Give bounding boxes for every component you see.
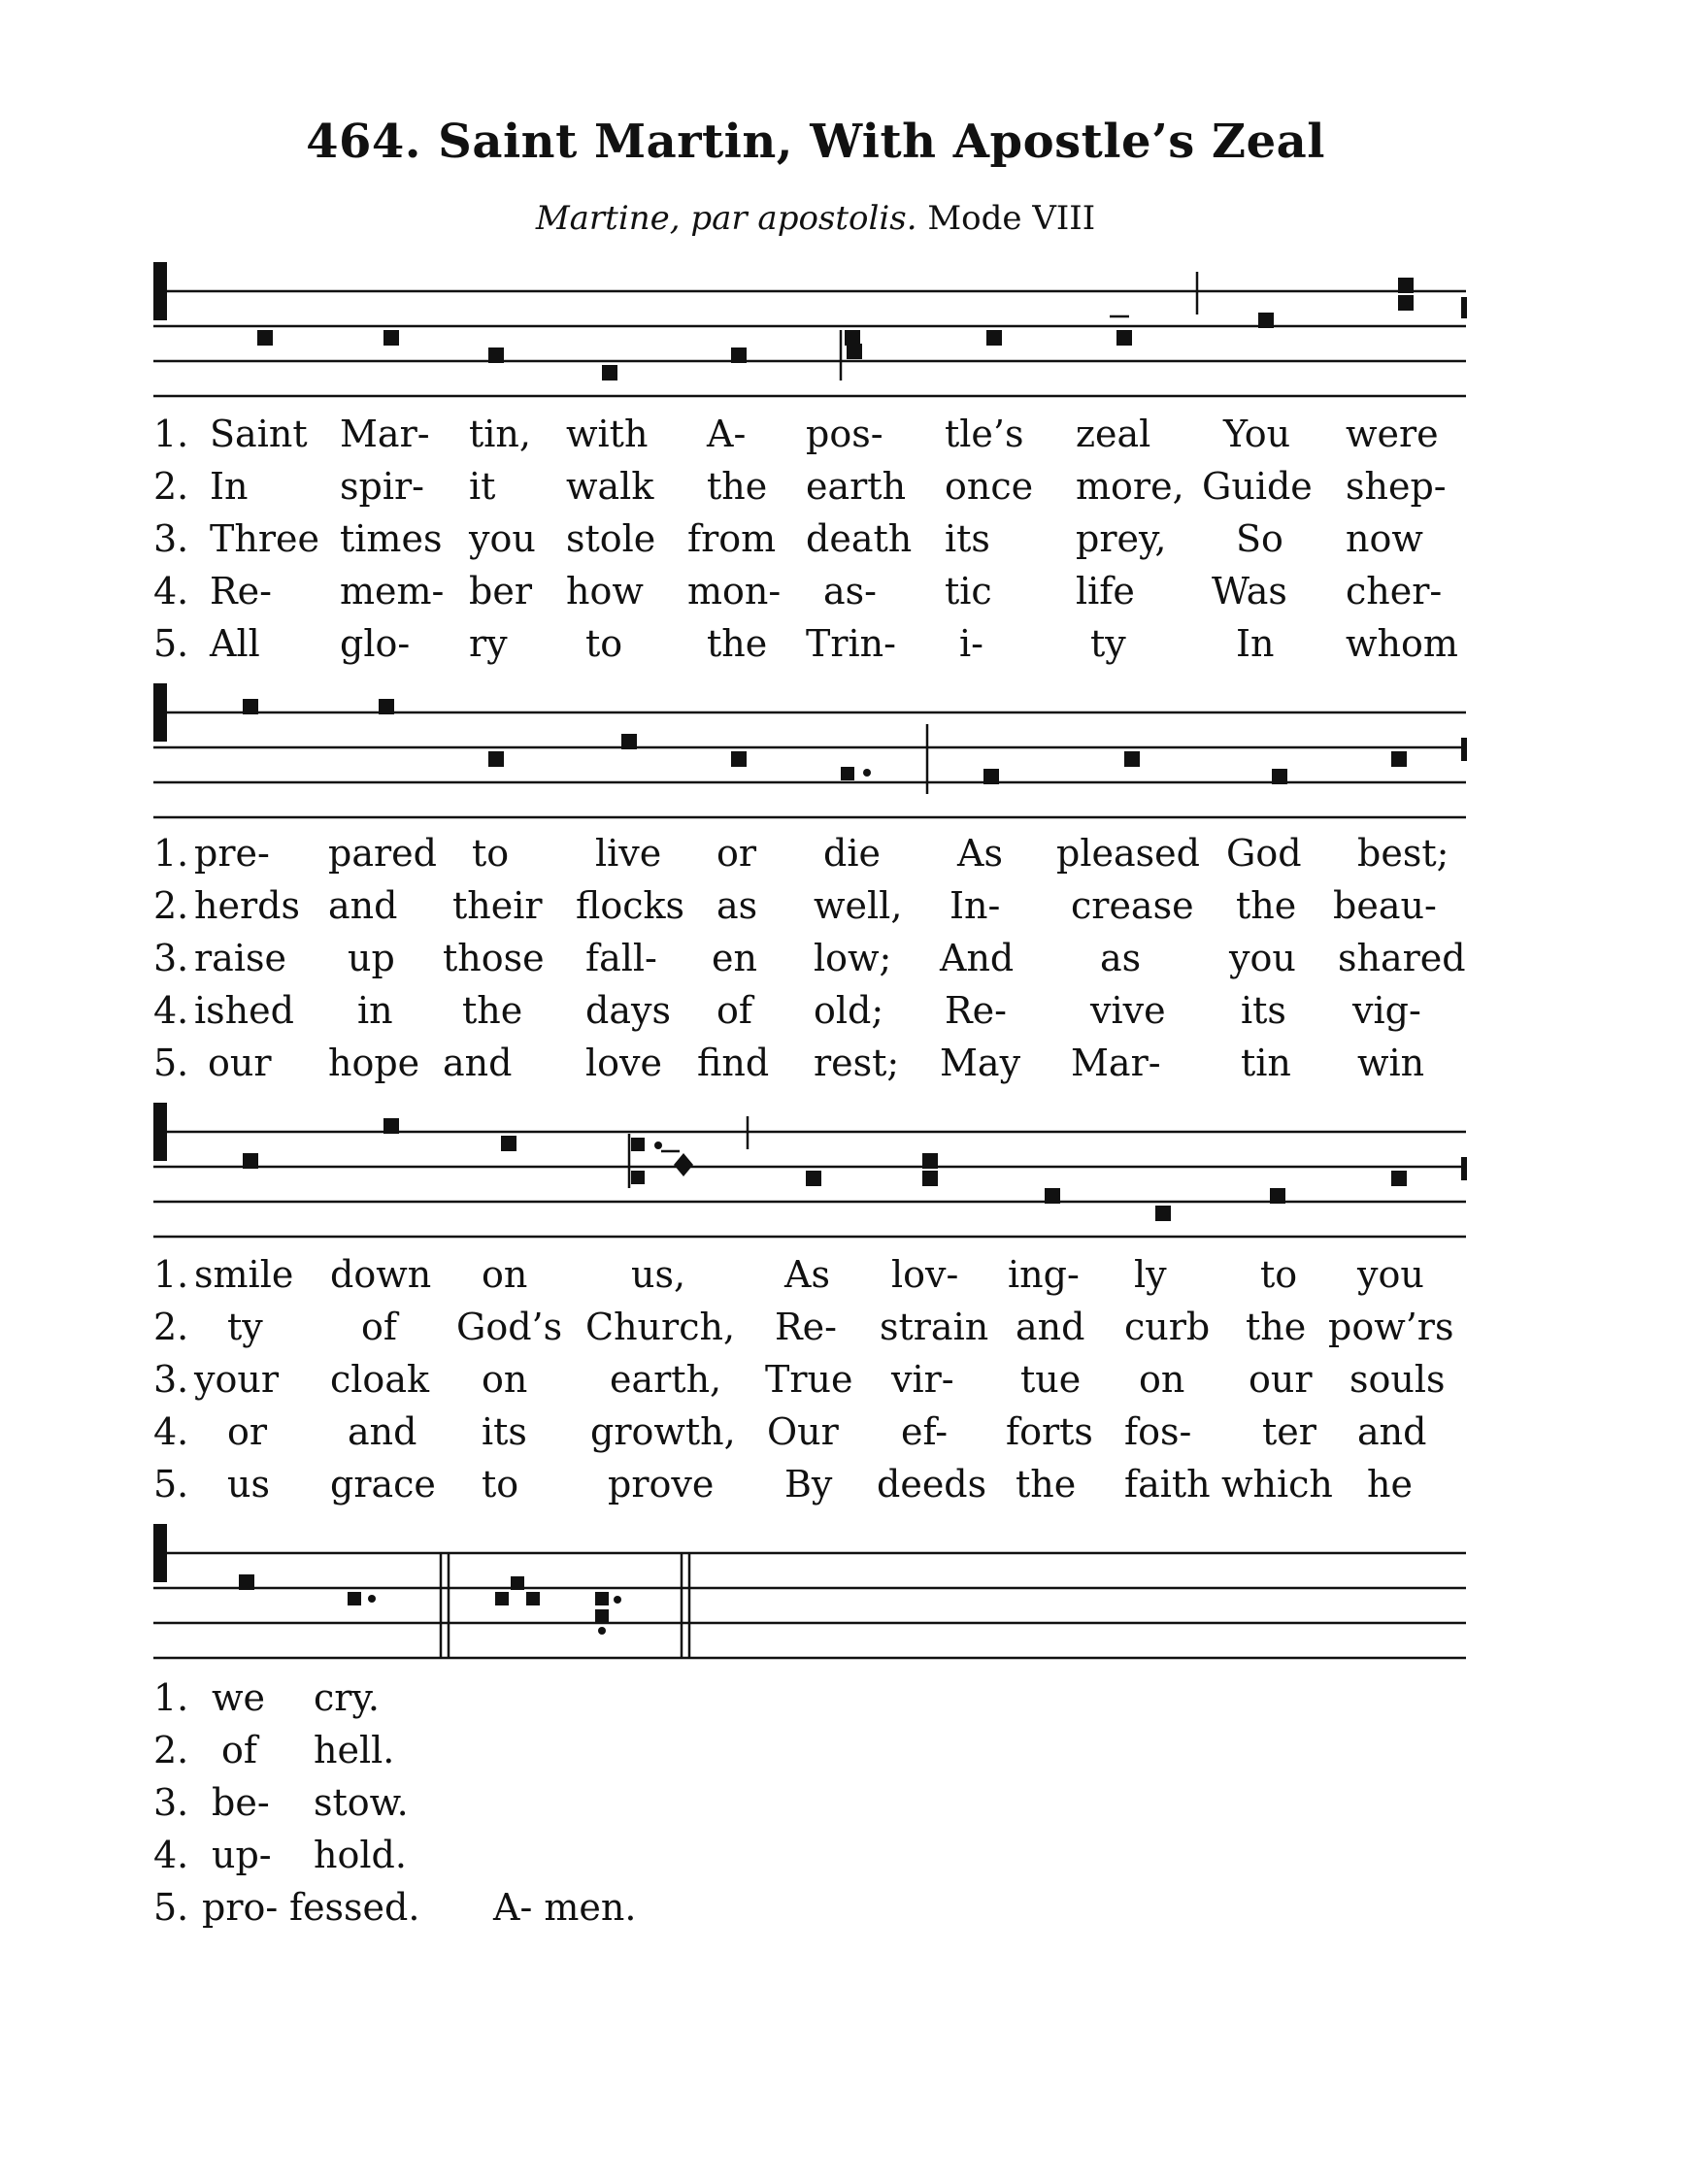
verse-line: 4. up- hold. [153,1834,407,1876]
staff-4-notation [153,1516,1466,1652]
verse-line: 2. In spir- it walk the earth once more, Guide shep- [153,465,1447,508]
hymn-title: 464. Saint Martin, With Apostle’s Zeal [306,115,1325,169]
verse-block-4 [153,1671,1464,1934]
verse-line: 4. Re- mem- ber how mon- as- tic life Was cher- [153,570,1443,612]
verse-line: 2. of hell. [153,1729,395,1771]
chant-staff-3 [153,1095,1466,1231]
verse-line: 5. our hope and love find rest; May Mar- tin win [153,1042,1425,1084]
verse-line: 1. smile down on us, As lov- ing- ly to you [153,1253,1424,1296]
mode-label: Mode VIII [927,199,1096,238]
staff-2-notation [153,676,1466,811]
staff-1-notation [153,254,1466,390]
verse-line: 4. ished in the days of old; Re- vive its vig- [153,989,1421,1032]
chant-staff-2 [153,676,1466,811]
verse-line: 1. pre- pared to live or die As pleased God best; [153,832,1449,875]
verse-block-2 [153,827,1464,1089]
hymn-subtitle [0,199,1631,238]
verse-line: 2. ty of God’s Church, Re- strain and curb the pow’rs [153,1306,1454,1348]
chant-staff-4 [153,1516,1466,1652]
latin-title: Martine, par apostolis. [535,199,917,238]
amen-text: A- men. [493,1886,637,1929]
verse-line: 5. All glo- ry to the Trin- i- ty In whom [153,622,1458,665]
verse-line: 1. we cry. [153,1676,380,1719]
verse-line: 3. your cloak on earth, True vir- tue on our souls [153,1358,1446,1401]
verse-line: 2. herds and their flocks as well, In- crease the beau- [153,884,1437,927]
verse-line: 5. us grace to prove By deeds the faith which he [153,1463,1413,1506]
verse-line: 5. pro- fessed. A- men. [153,1881,1464,1934]
verse-line: 1. Saint Mar- tin, with A- pos- tle’s zeal You were [153,413,1439,455]
verse-line: 3. raise up those fall- en low; And as you shared [153,937,1466,979]
verse-line: 4. or and its growth, Our ef- forts fos- ter and [153,1410,1427,1453]
verse-block-3 [153,1248,1464,1510]
staff-3-notation [153,1095,1466,1231]
verse-line: 3. be- stow. [153,1781,409,1824]
verse-line: 3. Three times you stole from death its prey, So now [153,517,1423,560]
verse-block-1 [153,408,1464,670]
chant-staff-1 [153,254,1466,390]
